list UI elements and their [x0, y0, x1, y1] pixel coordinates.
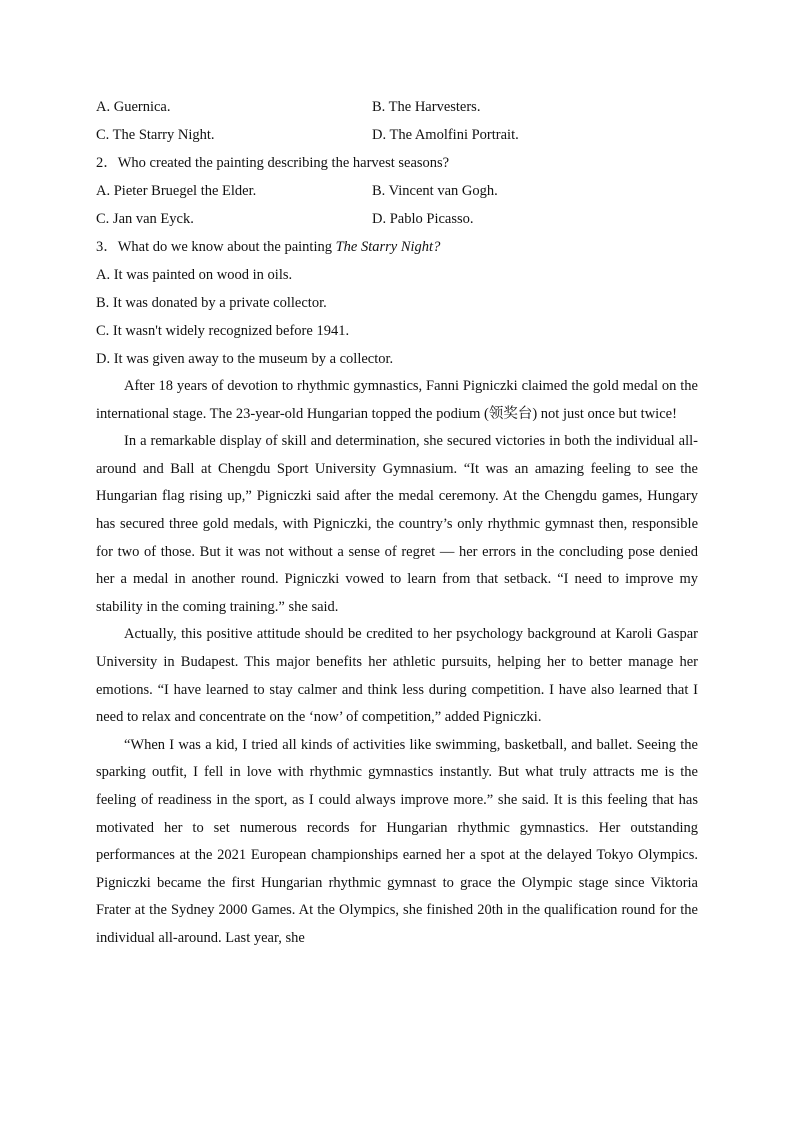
q1-options-row-2: [96, 121, 698, 149]
q3-option-d: D. It was given away to the museum by a collector.: [96, 351, 394, 367]
q1-option-a: A. Guernica.: [96, 99, 171, 115]
q2-option-d: D. Pablo Picasso.: [372, 211, 474, 227]
q3-option-a: A. It was painted on wood in oils.: [96, 267, 293, 283]
q3-stem: [96, 233, 698, 261]
q1-options-row-1: [96, 93, 698, 121]
q3-stem-title: The Starry Night?: [335, 239, 441, 255]
q1-option-b: B. The Harvesters.: [372, 99, 481, 115]
q2-option-c: C. Jan van Eyck.: [96, 211, 194, 227]
q3-stem-text: 3．What do we know about the painting: [96, 239, 336, 255]
q2-option-b: B. Vincent van Gogh.: [372, 183, 498, 199]
q2-option-a: A. Pieter Bruegel the Elder.: [96, 183, 257, 199]
q3-option-c: C. It wasn't widely recognized before 1941.: [96, 323, 350, 339]
q2-options-row-2: [96, 205, 698, 233]
passage-paragraph-3: Actually, this positive attitude should be credited to her psychology background at Karoli Gaspar University in Budapest. This major benefits her athletic pursuits, helping her to better manage her emotions. “I have learned to stay calmer and think less during competition. I have also learned that I need to relax and concentrate on the ‘now’ of competition,” added Pigniczki.: [96, 626, 698, 726]
q2-options-row-1: [96, 177, 698, 205]
q1-option-d: D. The Amolfini Portrait.: [372, 127, 519, 143]
document-content: [96, 93, 698, 952]
q1-option-c: C. The Starry Night.: [96, 127, 215, 143]
q2-stem: 2．Who created the painting describing the harvest seasons?: [96, 155, 450, 171]
passage-paragraph-2: In a remarkable display of skill and determination, she secured victories in both the individual all-around and Ball at Chengdu Sport University Gymnasium. “It was an amazing feeling to see the Hungarian flag rising up,” Pigniczki said after the medal ceremony. At the Chengdu games, Hungary has secured three gold medals, with Pigniczki, the country’s only rhythmic gymnast then, responsible for two of those. But it was not without a sense of regret — her errors in the concluding pose denied her a medal in another round. Pigniczki vowed to learn from that setback. “I need to improve my stability in the coming training.” she said.: [96, 433, 698, 615]
passage-paragraph-1: After 18 years of devotion to rhythmic gymnastics, Fanni Pigniczki claimed the gold medal on the international stage. The 23-year-old Hungarian topped the podium (领奖台) not just once but twice!: [96, 378, 698, 422]
passage-paragraph-4: “When I was a kid, I tried all kinds of activities like swimming, basketball, and ballet. Seeing the sparking outfit, I fell in love with rhythmic gymnastics instantly. But what truly attracts me is the feeling of readiness in the sport, as I could always improve more.” she said. It is this feeling that has motivated her to set numerous records for Hungarian rhythmic gymnastics. Her outstanding performances at the 2021 European championships earned her a spot at the delayed Tokyo Olympics. Pigniczki became the first Hungarian rhythmic gymnast to grace the Olympic stage since Viktoria Frater at the Sydney 2000 Games. At the Olympics, she finished 20th in the qualification round for the individual all-around. Last year, she: [96, 736, 698, 946]
q3-option-b: B. It was donated by a private collector.: [96, 295, 327, 311]
